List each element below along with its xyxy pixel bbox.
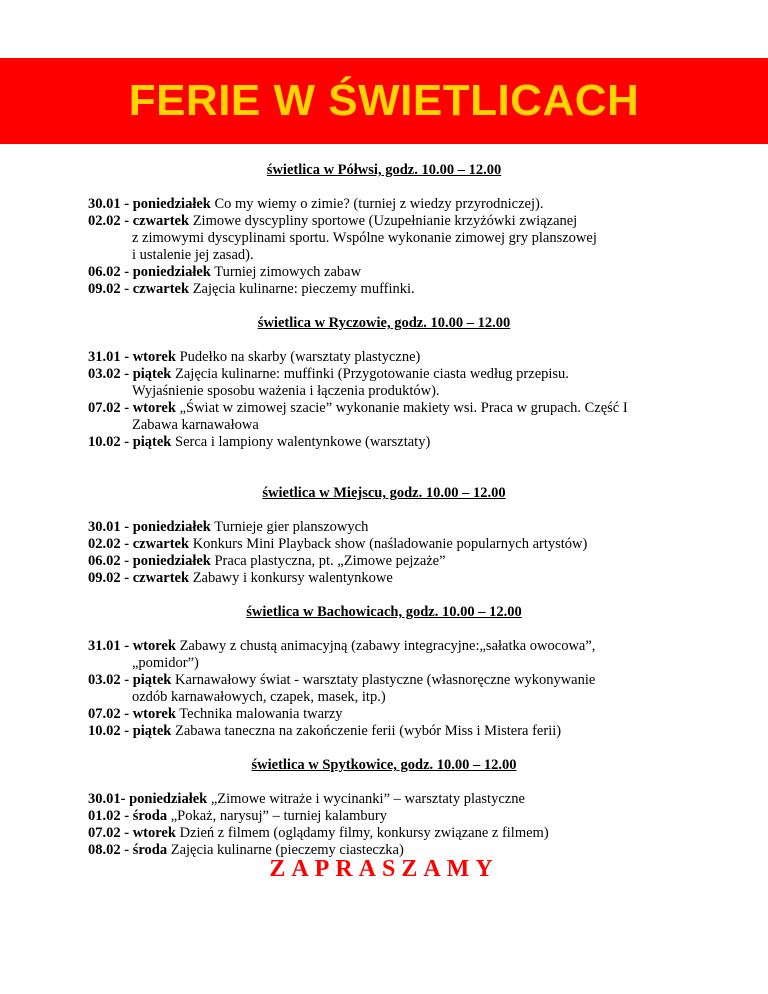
section-title: świetlica w Miejscu, godz. 10.00 – 12.00 (262, 485, 506, 501)
invitation-footer: ZAPRASZAMY (269, 856, 499, 882)
entry-date-day: 07.02 - wtorek (88, 400, 176, 416)
entry-date-day: 03.02 - piątek (88, 366, 172, 382)
entry-continuation: z zimowymi dyscyplinami sportu. Wspólne wykonanie zimowej gry planszowej (132, 230, 597, 246)
entry-date-day: 10.02 - piątek (88, 434, 172, 450)
title-banner (0, 58, 768, 144)
entry-text: Zajęcia kulinarne: pieczemy muffinki. (189, 281, 415, 297)
section-title: świetlica w Bachowicach, godz. 10.00 – 12.00 (246, 604, 522, 620)
entry-date-day: 06.02 - poniedziałek (88, 553, 211, 569)
entry-continuation: ozdób karnawałowych, czapek, masek, itp.) (132, 689, 386, 705)
entry-text: Zabawy i konkursy walentynkowe (189, 570, 393, 586)
entry-text: Praca plastyczna, pt. „Zimowe pejzaże” (210, 553, 446, 569)
entry-text: Pudełko na skarby (warsztaty plastyczne) (175, 349, 421, 365)
schedule-entry (88, 196, 688, 213)
entry-continuation: Wyjaśnienie sposobu ważenia i łączenia produktów). (132, 383, 440, 399)
entry-date-day: 31.01 - wtorek (88, 638, 176, 654)
entry-date-day: 01.02 - środa (88, 808, 168, 824)
entry-continuation: i ustalenie jej zasad). (132, 247, 254, 263)
section-polwies (88, 162, 688, 298)
entry-date-day: 30.01 - poniedziałek (88, 519, 211, 535)
entry-text: Turnieje gier planszowych (210, 519, 369, 535)
entry-text: Dzień z filmem (oglądamy filmy, konkursy związane z filmem) (175, 825, 549, 841)
entry-text: Karnawałowy świat - warsztaty plastyczne (własnoręczne wykonywanie (171, 672, 596, 688)
section-title: świetlica w Spytkowice, godz. 10.00 – 12.00 (251, 757, 517, 773)
entry-date-day: 06.02 - poniedziałek (88, 264, 211, 280)
schedule-entry (88, 723, 688, 740)
entry-text: Zabawy z chustą animacyjną (zabawy integracyjne:„sałatka owocowa”, (175, 638, 596, 654)
entry-continuation: Zabawa karnawałowa (132, 417, 259, 433)
entry-text: „Pokaż, narysuj” – turniej kalambury (167, 808, 387, 824)
entry-date-day: 07.02 - wtorek (88, 825, 176, 841)
schedule-entry (88, 400, 688, 434)
schedule-entry (88, 366, 688, 400)
entry-date-day: 30.01 - poniedziałek (88, 196, 211, 212)
entry-date-day: 09.02 - czwartek (88, 570, 190, 586)
entry-text: Konkurs Mini Playback show (naśladowanie popularnych artystów) (189, 536, 588, 552)
section-spytkowice (88, 757, 688, 859)
section-bachowice (88, 604, 688, 740)
entry-date-day: 02.02 - czwartek (88, 213, 190, 229)
schedule-entry (88, 213, 688, 264)
entry-text: Zajęcia kulinarne (pieczemy ciasteczka) (167, 842, 404, 858)
entry-date-day: 30.01- poniedziałek (88, 791, 208, 807)
section-ryczow (88, 315, 688, 451)
entry-text: Zajęcia kulinarne: muffinki (Przygotowanie ciasta według przepisu. (171, 366, 569, 382)
section-title: świetlica w Ryczowie, godz. 10.00 – 12.00 (257, 315, 511, 331)
schedule-entry (88, 264, 688, 281)
schedule-entry (88, 825, 688, 842)
section-title: świetlica w Półwsi, godz. 10.00 – 12.00 (266, 162, 502, 178)
entry-date-day: 03.02 - piątek (88, 672, 172, 688)
schedule-entry (88, 570, 688, 587)
entry-date-day: 02.02 - czwartek (88, 536, 190, 552)
entry-text: Co my wiemy o zimie? (turniej z wiedzy przyrodniczej). (210, 196, 544, 212)
entry-continuation: „pomidor”) (132, 655, 199, 671)
entry-text: Zimowe dyscypliny sportowe (Uzupełnianie krzyżówki związanej (189, 213, 578, 229)
schedule-entry (88, 638, 688, 672)
schedule-entry (88, 808, 688, 825)
schedule-entry (88, 281, 688, 298)
schedule-entry (88, 536, 688, 553)
entry-text: „Świat w zimowej szacie” wykonanie makiety wsi. Praca w grupach. Część I (175, 400, 628, 416)
schedule-entry (88, 706, 688, 723)
entry-text: Zabawa taneczna na zakończenie ferii (wybór Miss i Mistera ferii) (171, 723, 562, 739)
schedule-entry (88, 349, 688, 366)
entry-text: Technika malowania twarzy (175, 706, 343, 722)
schedule-content (88, 162, 688, 859)
schedule-entry (88, 434, 688, 451)
entry-text: Serca i lampiony walentynkowe (warsztaty) (171, 434, 431, 450)
schedule-entry (88, 791, 688, 808)
entry-date-day: 10.02 - piątek (88, 723, 172, 739)
page-title: FERIE W ŚWIETLICACH (128, 76, 640, 125)
entry-date-day: 08.02 - środa (88, 842, 168, 858)
entry-date-day: 07.02 - wtorek (88, 706, 176, 722)
entry-date-day: 09.02 - czwartek (88, 281, 190, 297)
entry-text: Turniej zimowych zabaw (210, 264, 362, 280)
schedule-entry (88, 672, 688, 706)
section-miejsce (88, 485, 688, 587)
schedule-entry (88, 519, 688, 536)
entry-date-day: 31.01 - wtorek (88, 349, 176, 365)
entry-text: „Zimowe witraże i wycinanki” – warsztaty plastyczne (207, 791, 525, 807)
schedule-entry (88, 553, 688, 570)
